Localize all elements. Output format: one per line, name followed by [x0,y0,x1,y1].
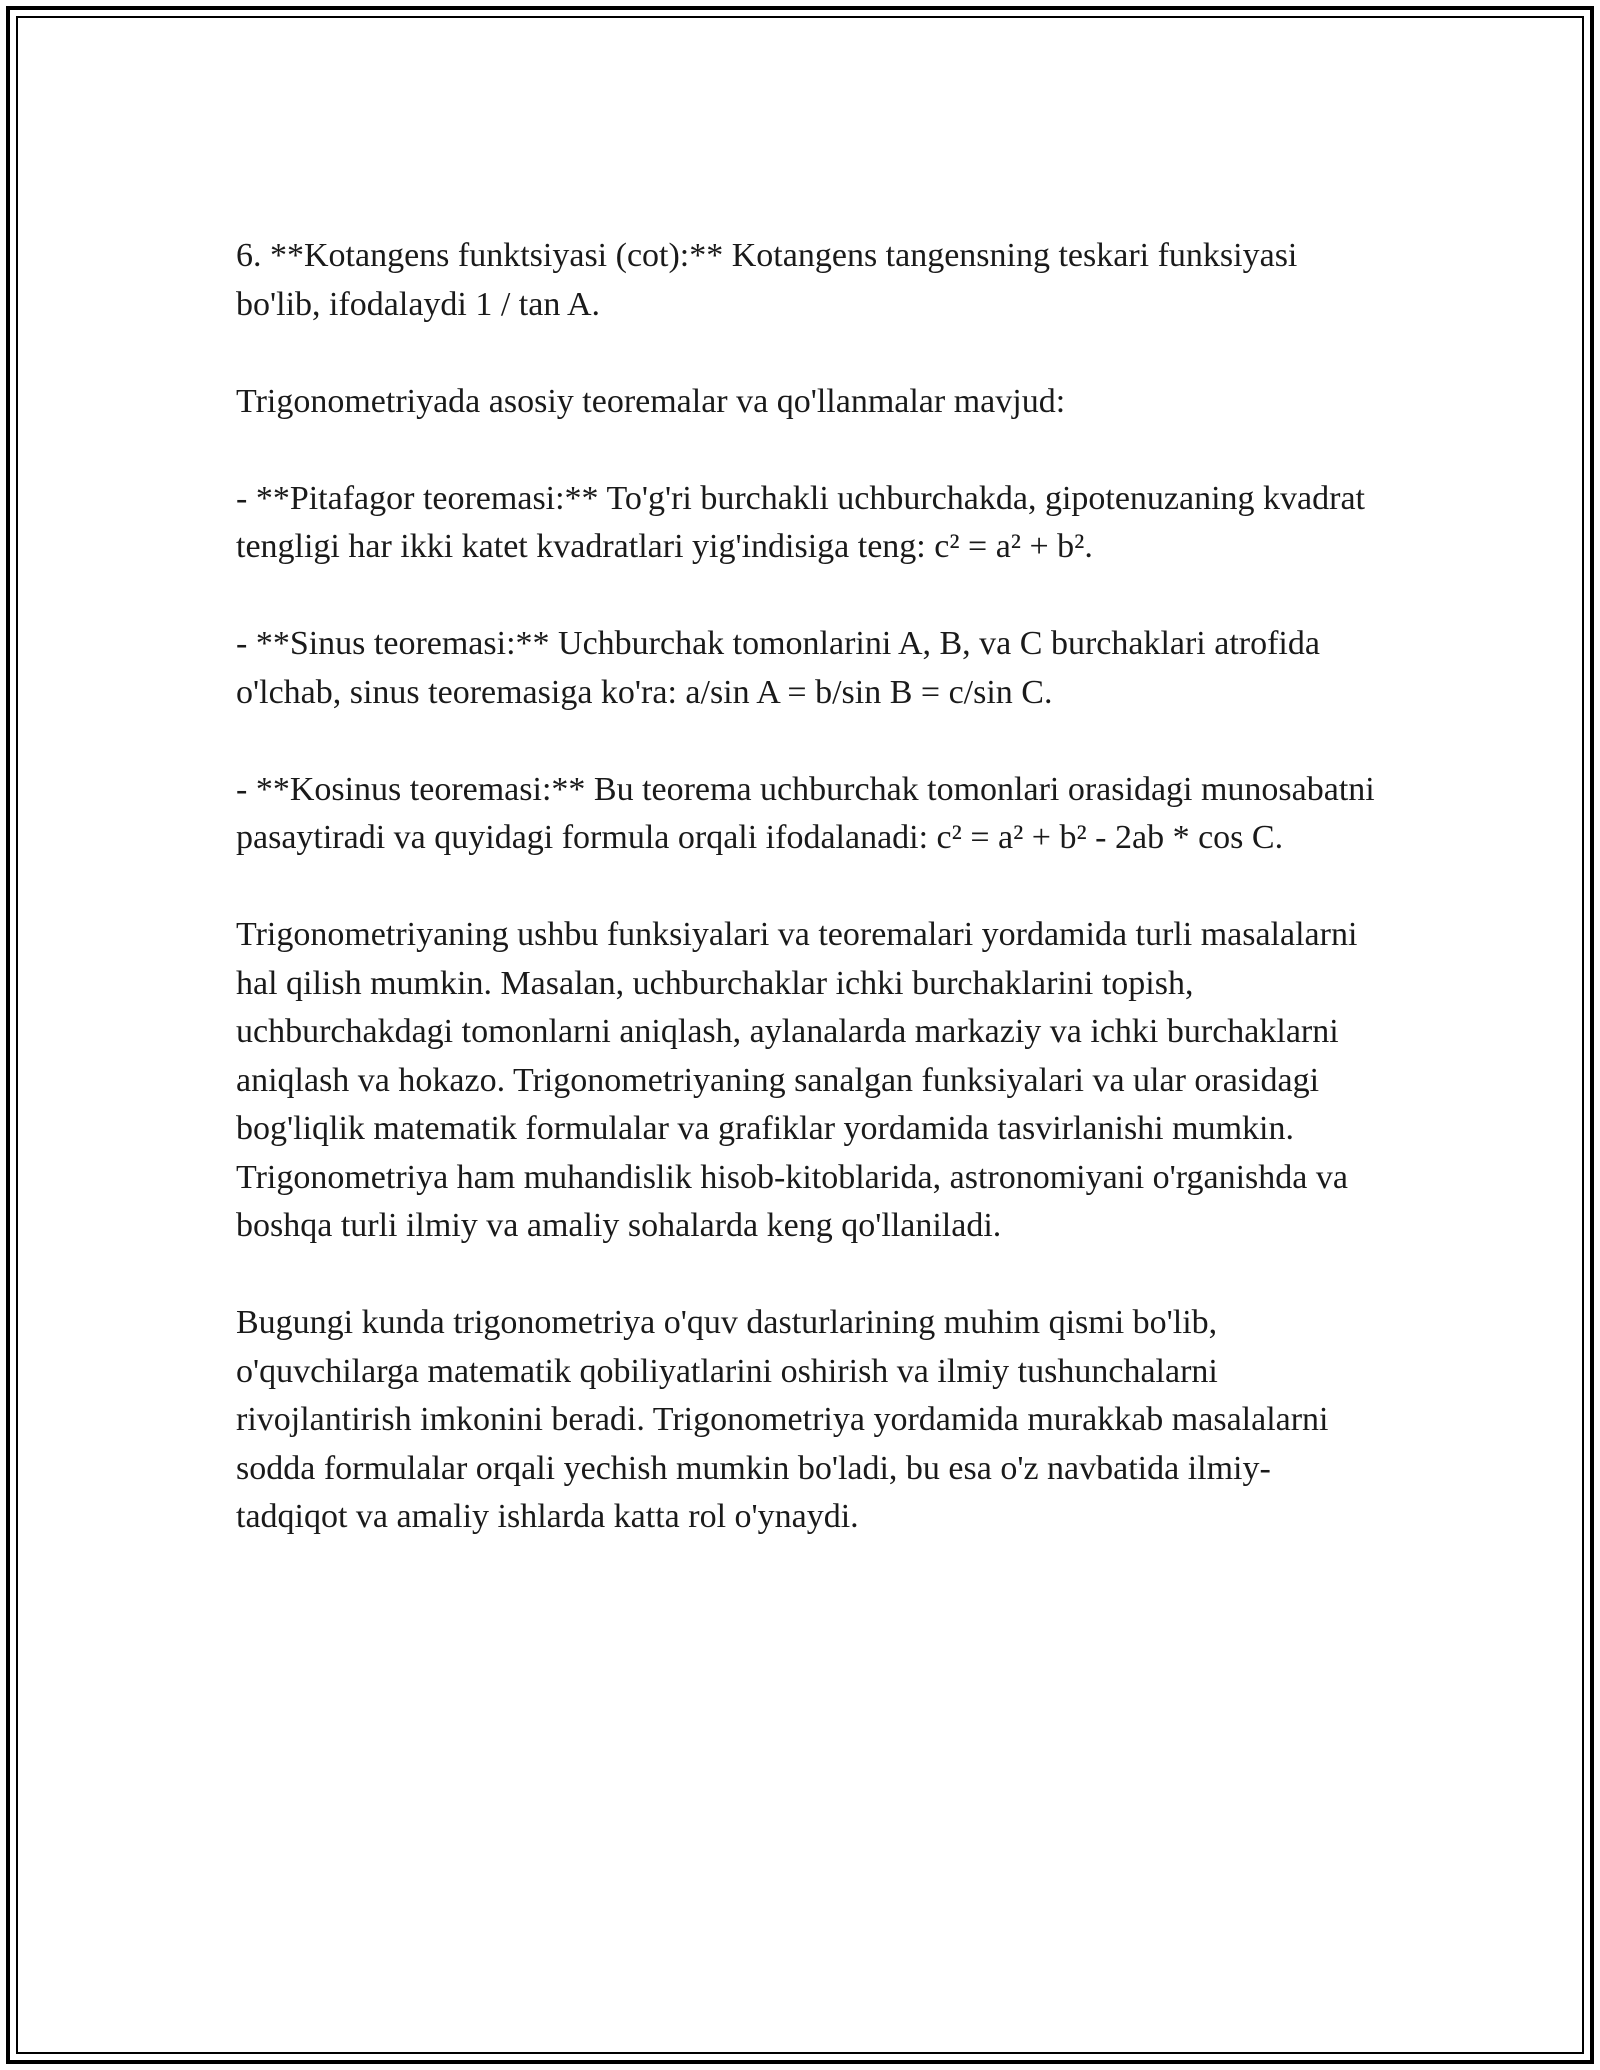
paragraph-sine-theorem: - **Sinus teoremasi:** Uchburchak tomonlarini A, B, va C burchaklari atrofida o'lchab, sinus teoremasiga ko'ra: a/sin A = b/sin B = c/sin C. [236,625,1320,711]
paragraph-cotangent: 6. **Kotangens funktsiyasi (cot):** Kotangens tangensning teskari funksiyasi bo'lib, ifodalaydi 1 / tan A. [236,237,1298,323]
paragraph-pythagorean-theorem: - **Pitafagor teoremasi:** To'g'ri burchakli uchburchakda, gipotenuzaning kvadrat tengligi har ikki katet kvadratlari yig'indisiga teng: c² = a² + b². [236,479,1366,565]
paragraph-theorems-intro: Trigonometriyada asosiy teoremalar va qo'llanmalar mavjud: [236,382,1066,420]
paragraph-cosine-theorem: - **Kosinus teoremasi:** Bu teorema uchburchak tomonlari orasidagi munosabatni pasaytiradi va quyidagi formula orqali ifodalanadi: c² = a² + b² - 2ab * cos C. [236,770,1375,856]
document-body [236,232,1376,1542]
paragraph-applications: Trigonometriyaning ushbu funksiyalari va teoremalari yordamida turli masalalarni hal qilish mumkin. Masalan, uchburchaklar ichki burchaklarini topish, uchburchakdagi tomonlarni aniqlash, aylanalarda markaziy va ichki burchaklarni aniqlash va hokazo. Trigonometriyaning sanalgan funksiyalari va ular orasidagi bog'liqlik matematik formulalar va grafiklar yordamida tasvirlanishi mumkin. Trigonometriya ham muhandislik hisob-kitoblarida, astronomiyani o'rganishda va boshqa turli ilmiy va amaliy sohalarda keng qo'llaniladi. [236,916,1358,1244]
paragraph-conclusion: Bugungi kunda trigonometriya o'quv dasturlarining muhim qismi bo'lib, o'quvchilarga matematik qobiliyatlarini oshirish va ilmiy tushunchalarni rivojlantirish imkonini beradi. Trigonometriya yordamida murakkab masalalarni sodda formulalar orqali yechish mumkin bo'ladi, bu esa o'z navbatida ilmiy-tadqiqot va amaliy ishlarda katta rol o'ynaydi. [236,1304,1329,1535]
